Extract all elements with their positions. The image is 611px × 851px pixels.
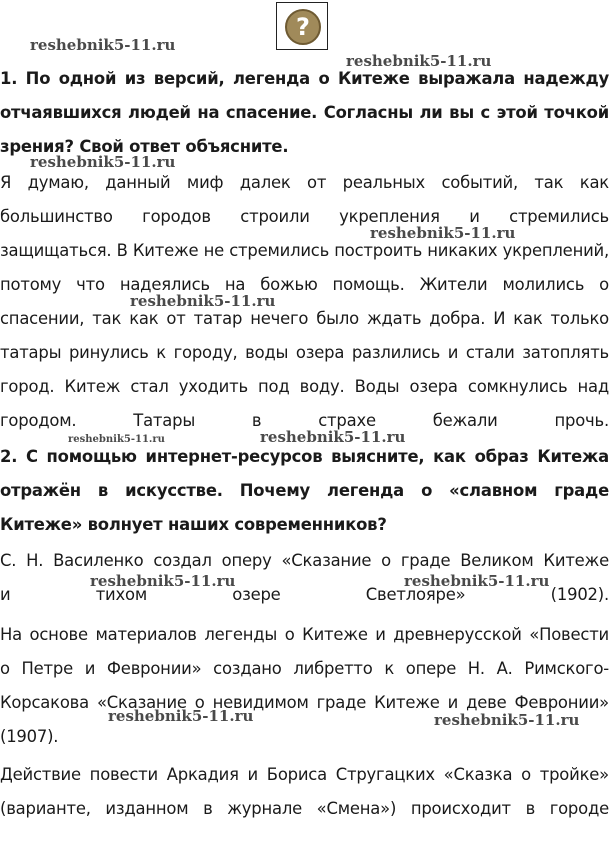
answer-2-line: (1907). xyxy=(0,727,59,746)
answer-1-line: большинство городов строили укрепления и стремились xyxy=(0,207,609,226)
watermark: reshebnik5-11.ru xyxy=(30,153,176,171)
watermark: reshebnik5-11.ru xyxy=(346,52,492,70)
answer-1-line: потому что надеялись на божью помощь. Жители молились о xyxy=(0,275,609,294)
answer-1-line: городом. Татары в страхе бежали прочь. xyxy=(0,411,609,430)
question-mark-icon: ? xyxy=(285,9,321,45)
answer-1 xyxy=(0,166,609,438)
question-1-line: отчаявшихся людей на спасение. Согласны ли вы с этой точкой xyxy=(0,103,609,122)
answer-2-line: (варианте, изданном в журнале «Смена») происходит в городе xyxy=(0,799,609,818)
watermark: reshebnik5-11.ru xyxy=(260,428,406,446)
question-icon-box xyxy=(276,2,328,50)
watermark: reshebnik5-11.ru xyxy=(90,572,236,590)
question-1-line: зрения? Свой ответ объясните. xyxy=(0,137,289,156)
question-2-line: отражён в искусстве. Почему легенда о «славном граде xyxy=(0,481,609,500)
watermark: reshebnik5-11.ru xyxy=(108,707,254,725)
question-2 xyxy=(0,440,609,542)
question-1 xyxy=(0,62,609,164)
watermark: reshebnik5-11.ru xyxy=(404,572,550,590)
answer-2-line: Корсакова «Сказание о невидимом граде Китеже и деве Февронии» xyxy=(0,693,609,712)
answer-2-line: Действие повести Аркадия и Бориса Стругацких «Сказка о тройке» xyxy=(0,765,609,784)
answer-2-line: и тихом озере Светлояре» (1902). xyxy=(0,585,609,604)
answer-2-paragraph-1 xyxy=(0,544,609,612)
watermark: reshebnik5-11.ru xyxy=(434,711,580,729)
watermark: reshebnik5-11.ru xyxy=(68,434,165,445)
answer-2-paragraph-3 xyxy=(0,758,609,826)
answer-1-line: Я думаю, данный миф далек от реальных событий, так как xyxy=(0,173,609,192)
answer-1-line: защищаться. В Китеже не стремились построить никаких укреплений, xyxy=(0,241,609,260)
answer-2-line: о Петре и Февронии» создано либретто к опере Н. А. Римского- xyxy=(0,659,609,678)
answer-2-line: На основе материалов легенды о Китеже и древнерусской «Повести xyxy=(0,625,609,644)
watermark: reshebnik5-11.ru xyxy=(370,224,516,242)
watermark: reshebnik5-11.ru xyxy=(130,292,276,310)
answer-2-line: С. Н. Василенко создал оперу «Сказание о граде Великом Китеже xyxy=(0,551,609,570)
answer-2-paragraph-2 xyxy=(0,618,609,754)
question-1-line: 1. По одной из версий, легенда о Китеже выражала надежду xyxy=(0,69,609,88)
watermark: reshebnik5-11.ru xyxy=(30,36,176,54)
answer-1-line: город. Китеж стал уходить под воду. Воды озера сомкнулись над xyxy=(0,377,609,396)
answer-1-line: спасении, так как от татар нечего было ждать добра. И как только xyxy=(0,309,609,328)
answer-1-line: татары ринулись к городу, воды озера разлились и стали затоплять xyxy=(0,343,609,362)
question-2-line: 2. С помощью интернет-ресурсов выясните, как образ Китежа xyxy=(0,447,609,466)
question-2-line: Китеже» волнует наших современников? xyxy=(0,515,387,534)
